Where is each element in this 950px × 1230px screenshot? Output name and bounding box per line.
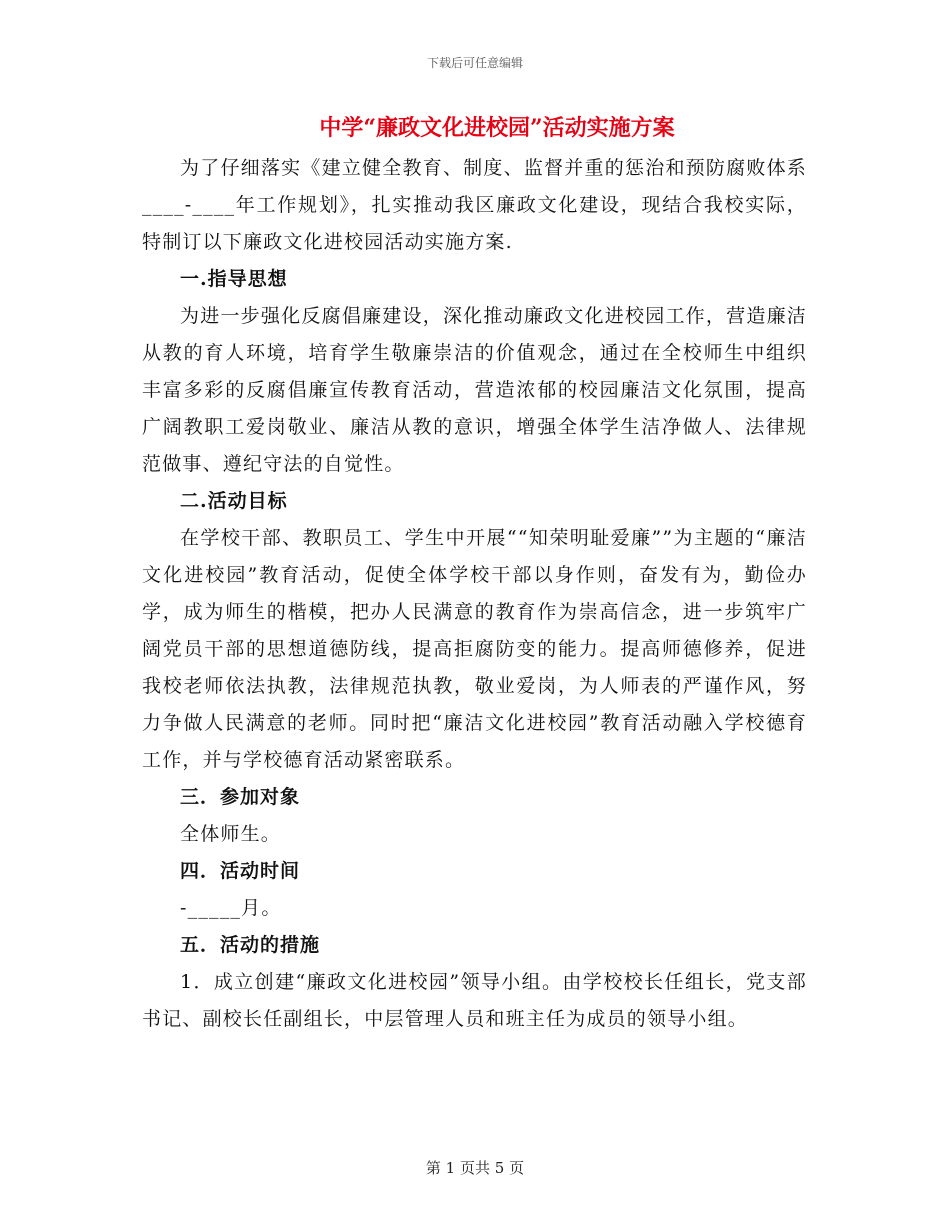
section-body-activity-time: -_____月。 <box>180 897 282 919</box>
section-body-participants: 全体师生。 <box>180 823 282 845</box>
section-heading-measures: 五．活动的措施 <box>180 934 321 956</box>
section-heading-guiding-ideology: 一.指导思想 <box>180 268 288 290</box>
section-heading-participants: 三．参加对象 <box>180 786 301 808</box>
document-title: 中学“廉政文化进校园”活动实施方案 <box>319 115 675 141</box>
document-body <box>142 112 807 1038</box>
section-heading-activity-time: 四．活动时间 <box>180 860 301 882</box>
section-body-activity-goals: 在学校干部、教职员工、学生中开展““知荣明耻爱廉””为主题的“廉洁文化进校园”教育活动，促使全体学校干部以身作则，奋发有为，勤俭办学，成为师生的楷模，把办人民满意的教育作为崇高信念，进一步筑牢广阔党员干部的思想道德防线，提高拒腐防变的能力。提高师德修养，促进我校老师依法执教，法律规范执教，敬业爱岗，为人师表的严谨作风，努力争做人民满意的老师。同时把“廉洁文化进校园”教育活动融入学校德育工作，并与学校德育活动紧密联系。 <box>142 527 807 771</box>
measures-item-1: 1．成立创建“廉政文化进校园”领导小组。由学校校长任组长，党支部书记、副校长任副组长，中层管理人员和班主任为成员的领导小组。 <box>142 971 807 1030</box>
page-header: 下载后可任意编辑 <box>426 56 523 70</box>
section-body-guiding-ideology: 为进一步强化反腐倡廉建设，深化推动廉政文化进校园工作，营造廉洁从教的育人环境，培育学生敬廉崇洁的价值观念，通过在全校师生中组织丰富多彩的反腐倡廉宣传教育活动，营造浓郁的校园廉洁文化氛围，提高广阔教职工爱岗敬业、廉洁从教的意识，增强全体学生洁净做人、法律规范做事、遵纪守法的自觉性。 <box>142 305 807 475</box>
section-heading-activity-goals: 二.活动目标 <box>180 490 288 512</box>
page-footer: 第 1 页共 5 页 <box>425 1159 525 1177</box>
intro-paragraph: 为了仔细落实《建立健全教育、制度、监督并重的惩治和预防腐败体系____-____年工作规划》，扎实推动我区廉政文化建设，现结合我校实际，特制订以下廉政文化进校园活动实施方案. <box>142 157 807 253</box>
